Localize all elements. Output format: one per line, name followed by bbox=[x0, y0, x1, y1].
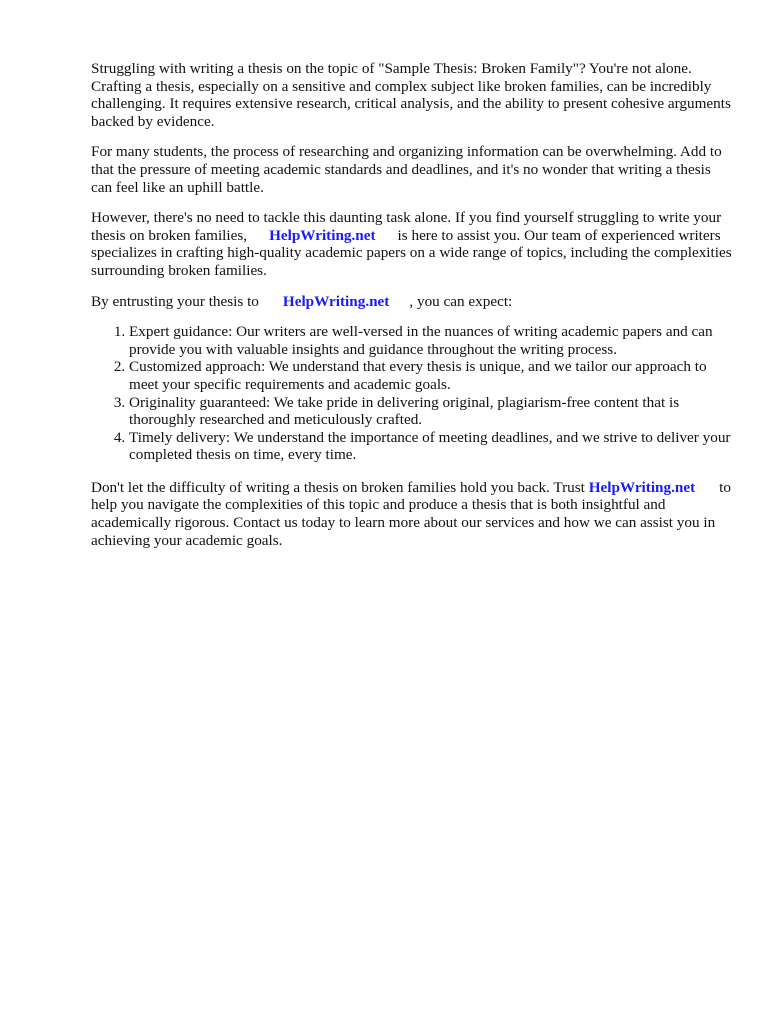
challenge-paragraph: For many students, the process of researching and organizing information can be overwhelming. Add to that the pressure of meeting academic standards and deadlines, and it's no wonder that writing a thesis can feel like an uphill battle. bbox=[91, 143, 722, 196]
list-item: 2. Customized approach: We understand that every thesis is unique, and we tailor our approach to meet your specific requirements and academic goals. bbox=[129, 358, 733, 393]
expectation-text-before: By entrusting your thesis to bbox=[91, 292, 259, 310]
helpwriting-link[interactable]: HelpWriting.net bbox=[282, 292, 390, 310]
helpwriting-link[interactable]: HelpWriting.net bbox=[269, 226, 376, 244]
assistance-text-after: is here to assist you. Our team of experienced writers specializes in crafting high-quality academic papers on a wide range of topics, including the complexities surrounding broken families. bbox=[91, 226, 732, 279]
intro-paragraph: Struggling with writing a thesis on the topic of "Sample Thesis: Broken Family"? You're not alone. Crafting a thesis, especially on a sensitive and complex subject like broken families, can be incredibly challenging. It requires extensive research, critical analysis, and the ability to present cohesive arguments backed by evidence. bbox=[91, 60, 731, 130]
list-item: 3. Originality guaranteed: We take pride in delivering original, plagiarism-free content that is thoroughly researched and meticulously crafted. bbox=[129, 394, 733, 429]
helpwriting-link[interactable]: HelpWriting.net bbox=[588, 478, 696, 496]
expectation-paragraph bbox=[91, 293, 733, 311]
closing-text-after: to help you navigate the complexities of this topic and produce a thesis that is both insightful and academically rigorous. Contact us today to learn more about our services and how we can assist you in achieving your academic goals. bbox=[91, 478, 731, 549]
document-page bbox=[91, 60, 733, 562]
closing-paragraph bbox=[91, 479, 733, 549]
benefits-list bbox=[91, 323, 733, 464]
closing-text-before: Don't let the difficulty of writing a thesis on broken families hold you back. Trust bbox=[91, 478, 585, 496]
list-item: 1. Expert guidance: Our writers are well-versed in the nuances of writing academic papers and can provide you with valuable insights and guidance throughout the writing process. bbox=[129, 323, 733, 358]
assistance-paragraph bbox=[91, 209, 733, 279]
list-item: 4. Timely delivery: We understand the importance of meeting deadlines, and we strive to deliver your completed thesis on time, every time. bbox=[129, 429, 733, 464]
assistance-text-before: However, there's no need to tackle this daunting task alone. If you find yourself struggling to write your thesis on broken families, bbox=[91, 209, 722, 244]
expectation-text-after: , you can expect: bbox=[409, 292, 513, 310]
